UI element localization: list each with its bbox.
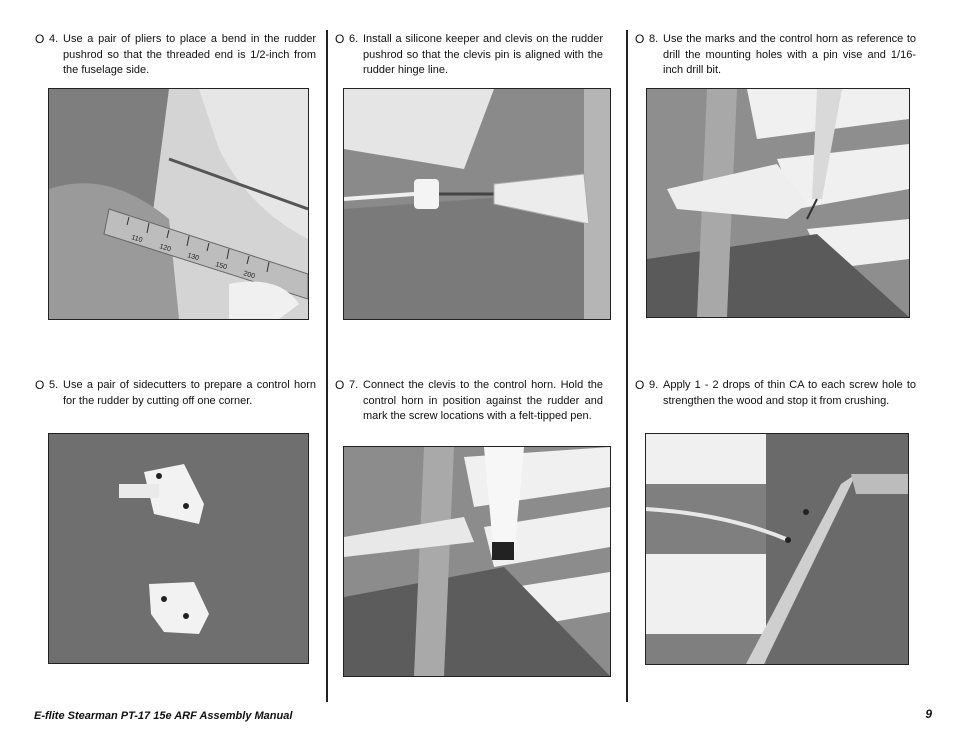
- step-5: [35, 378, 316, 410]
- step-number: 7.: [349, 379, 359, 391]
- step-7: [335, 378, 603, 426]
- step-number: 4.: [49, 33, 59, 45]
- checkbox-circle-icon: O: [635, 32, 645, 46]
- checkbox-circle-icon: O: [635, 378, 645, 392]
- step-9: [635, 378, 916, 410]
- checkbox-circle-icon: O: [35, 378, 45, 392]
- step-number: 8.: [649, 33, 659, 45]
- page-number: 9: [925, 707, 932, 721]
- photo-drill-mounting-holes: [646, 88, 910, 318]
- ruler-tick-label: 120: [158, 243, 172, 254]
- step-text: Use a pair of sidecutters to prepare a control horn for the rudder by cutting off one corner.: [63, 379, 316, 407]
- step-text: Use a pair of pliers to place a bend in the rudder pushrod so that the threaded end is 1/2-inch from the fuselage side.: [63, 33, 316, 76]
- step-text: Connect the clevis to the control horn. Hold the control horn in position against the rudder and mark the screw locations with a felt-tipped pen.: [363, 379, 603, 422]
- checkbox-circle-icon: O: [335, 378, 345, 392]
- column-divider-right: [626, 30, 628, 702]
- photo-apply-ca-to-screw-holes: [645, 433, 909, 665]
- step-text: Use the marks and the control horn as reference to drill the mounting holes with a pin vise and 1/16-inch drill bit.: [663, 33, 916, 76]
- checkbox-circle-icon: O: [35, 32, 45, 46]
- ruler-tick-label: 110: [130, 234, 144, 245]
- ruler-tick-label: 150: [214, 261, 228, 272]
- footer-manual-title: E-flite Stearman PT-17 15e ARF Assembly Manual: [34, 710, 293, 722]
- step-8: [635, 32, 916, 80]
- step-6: [335, 32, 603, 80]
- photo-clevis-keeper: [343, 88, 611, 320]
- step-number: 9.: [649, 379, 659, 391]
- ruler-tick-label: 130: [186, 252, 200, 263]
- photo-mark-screw-locations: [343, 446, 611, 677]
- photo-control-horns: [48, 433, 309, 664]
- column-divider-left: [326, 30, 328, 702]
- step-number: 5.: [49, 379, 59, 391]
- photo-pliers-bend-pushrod: [48, 88, 309, 320]
- step-text: Install a silicone keeper and clevis on the rudder pushrod so that the clevis pin is aligned with the rudder hinge line.: [363, 33, 603, 76]
- step-text: Apply 1 - 2 drops of thin CA to each screw hole to strengthen the wood and stop it from crushing.: [663, 379, 916, 407]
- checkbox-circle-icon: O: [335, 32, 345, 46]
- step-number: 6.: [349, 33, 359, 45]
- step-4: [35, 32, 316, 80]
- ruler-tick-label: 200: [242, 270, 256, 281]
